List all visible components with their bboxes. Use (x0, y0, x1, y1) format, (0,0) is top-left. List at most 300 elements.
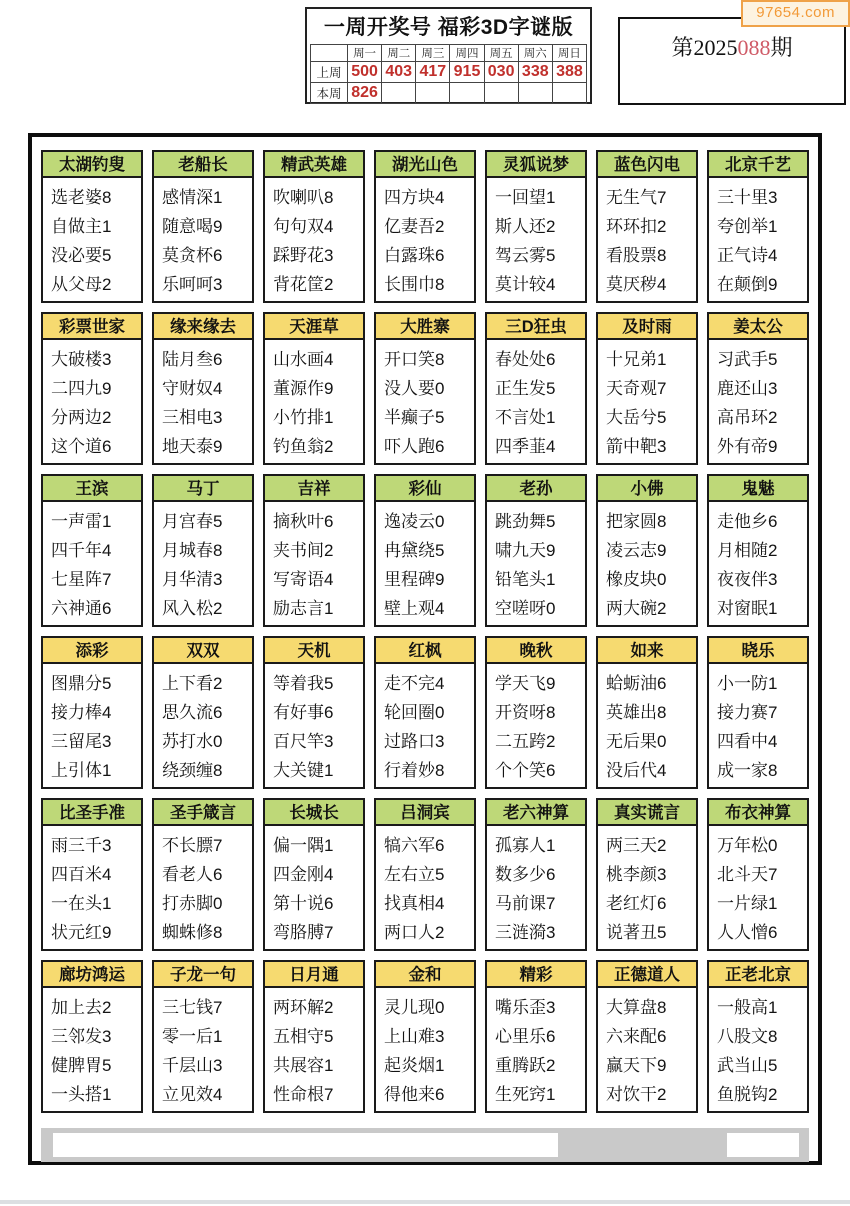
riddle-line: 陆月叁6 (162, 350, 223, 369)
riddle-line: 三留尾3 (51, 732, 112, 751)
riddle-card-body (265, 664, 363, 785)
riddle-card (707, 474, 809, 627)
riddle-line: 走他乡6 (717, 512, 778, 531)
riddle-card-body (43, 826, 141, 947)
riddle-card-body (709, 502, 807, 623)
riddle-line: 二五跨2 (495, 732, 556, 751)
riddle-card-body (709, 664, 807, 785)
riddle-line: 百尺竿3 (273, 732, 334, 751)
riddle-line: 上引体1 (51, 761, 112, 780)
riddle-line: 轮回圈0 (384, 703, 445, 722)
riddle-line: 加上去2 (51, 998, 112, 1017)
riddle-card-body (265, 988, 363, 1109)
riddle-line: 四千年4 (51, 541, 112, 560)
riddle-line: 开资呀8 (495, 703, 556, 722)
riddle-card-title: 廊坊鸿运 (43, 962, 141, 988)
riddle-card-title: 王滨 (43, 476, 141, 502)
riddle-line: 立见效4 (162, 1085, 223, 1104)
riddle-line: 习武手5 (717, 350, 778, 369)
riddle-card (485, 312, 587, 465)
riddle-line: 对饮干2 (606, 1085, 667, 1104)
riddle-card-title: 比圣手准 (43, 800, 141, 826)
riddle-card-title: 红枫 (376, 638, 474, 664)
riddle-line: 雨三千3 (51, 836, 112, 855)
riddle-card-title: 彩仙 (376, 476, 474, 502)
riddle-line: 鹿还山3 (717, 379, 778, 398)
riddle-card-body (487, 340, 585, 461)
riddle-card-body (43, 664, 141, 785)
riddle-card (707, 150, 809, 303)
last-week-number: 388 (552, 62, 586, 83)
riddle-line: 一般高1 (717, 998, 778, 1017)
riddle-card-body (265, 826, 363, 947)
riddle-card (374, 960, 476, 1113)
riddle-line: 山水画4 (273, 350, 334, 369)
riddle-line: 铅笔头1 (495, 570, 556, 589)
riddle-line: 说著丑5 (606, 923, 667, 942)
riddle-line: 健脾胃5 (51, 1056, 112, 1075)
riddle-line: 赢天下9 (606, 1056, 667, 1075)
riddle-line: 分两边2 (51, 408, 112, 427)
riddle-grid (28, 133, 822, 1165)
riddle-card (707, 960, 809, 1113)
riddle-line: 四季韮4 (495, 437, 556, 456)
riddle-line: 北斗天7 (717, 865, 778, 884)
riddle-line: 从父母2 (51, 275, 112, 294)
riddle-line: 找真相4 (384, 894, 445, 913)
riddle-line: 看老人6 (162, 865, 223, 884)
riddle-line: 老红灯6 (606, 894, 667, 913)
riddle-card (41, 312, 143, 465)
riddle-line: 大破楼3 (51, 350, 112, 369)
riddle-line: 感情深1 (162, 188, 223, 207)
riddle-card-body (43, 502, 141, 623)
card-rows (41, 150, 809, 1113)
riddle-card-title: 布衣神算 (709, 800, 807, 826)
riddle-line: 三邻发3 (51, 1027, 112, 1046)
riddle-card-title: 老船长 (154, 152, 252, 178)
riddle-line: 壁上观4 (384, 599, 445, 618)
this-week-number (518, 83, 552, 104)
riddle-line: 千层山3 (162, 1056, 223, 1075)
riddle-card (41, 474, 143, 627)
riddle-card-body (487, 502, 585, 623)
riddle-line: 莫贪杯6 (162, 246, 223, 265)
riddle-card (263, 636, 365, 789)
riddle-card (41, 636, 143, 789)
footer-box[interactable] (727, 1133, 799, 1157)
riddle-line: 得他来6 (384, 1085, 445, 1104)
riddle-line: 看股票8 (606, 246, 667, 265)
riddle-card-title: 吕洞宾 (376, 800, 474, 826)
riddle-card-title: 精武英雄 (265, 152, 363, 178)
riddle-card (707, 636, 809, 789)
riddle-card (707, 798, 809, 951)
riddle-line: 重腾跃2 (495, 1056, 556, 1075)
riddle-line: 一回望1 (495, 188, 556, 207)
riddle-line: 三涟漪3 (495, 923, 556, 942)
riddle-line: 空嗟呀0 (495, 599, 556, 618)
riddle-card-title: 添彩 (43, 638, 141, 664)
riddle-card (152, 636, 254, 789)
footer-input[interactable] (53, 1133, 558, 1157)
riddle-line: 六神通6 (51, 599, 112, 618)
riddle-card-title: 蓝色闪电 (598, 152, 696, 178)
riddle-card-title: 正德道人 (598, 962, 696, 988)
riddle-line: 莫计较4 (495, 275, 556, 294)
riddle-card-body (709, 340, 807, 461)
riddle-line: 走不完4 (384, 674, 445, 693)
riddle-card-title: 金和 (376, 962, 474, 988)
riddle-line: 行着妙8 (384, 761, 445, 780)
riddle-line: 孤寡人1 (495, 836, 556, 855)
riddle-card-body (709, 988, 807, 1109)
riddle-line: 弯胳膊7 (273, 923, 334, 942)
riddle-line: 人人憎6 (717, 923, 778, 942)
riddle-line: 守财奴4 (162, 379, 223, 398)
riddle-card (707, 312, 809, 465)
last-week-label: 上周 (311, 62, 348, 83)
riddle-card-body (376, 502, 474, 623)
riddle-card (41, 150, 143, 303)
riddle-line: 苏打水0 (162, 732, 223, 751)
weekday-cell: 周一 (348, 45, 382, 62)
riddle-line: 四看中4 (717, 732, 778, 751)
footer-strip (41, 1128, 809, 1162)
panel-title: 一周开奖号 福彩3D字谜版 (323, 16, 574, 39)
last-week-number: 403 (382, 62, 416, 83)
riddle-card-title: 精彩 (487, 962, 585, 988)
riddle-line: 高吊环2 (717, 408, 778, 427)
riddle-line: 共展容1 (273, 1056, 334, 1075)
riddle-line: 摘秋叶6 (273, 512, 334, 531)
riddle-card (596, 150, 698, 303)
riddle-card-title: 长城长 (265, 800, 363, 826)
riddle-card-title: 真实谎言 (598, 800, 696, 826)
riddle-line: 励志言1 (273, 599, 334, 618)
riddle-card-title: 天涯草 (265, 314, 363, 340)
riddle-line: 啸九天9 (495, 541, 556, 560)
riddle-line: 桃李颜3 (606, 865, 667, 884)
riddle-card-body (265, 502, 363, 623)
riddle-line: 逸凌云0 (384, 512, 445, 531)
riddle-card (596, 636, 698, 789)
riddle-card (596, 474, 698, 627)
this-week-number (484, 83, 518, 104)
riddle-line: 无生气7 (606, 188, 667, 207)
riddle-line: 有好事6 (273, 703, 334, 722)
weekday-header-row (311, 45, 587, 62)
riddle-line: 无后果0 (606, 732, 667, 751)
riddle-card-body (43, 178, 141, 299)
riddle-line: 莫厌秽4 (606, 275, 667, 294)
riddle-card (263, 798, 365, 951)
weekday-cell: 周三 (416, 45, 450, 62)
riddle-card-body (598, 826, 696, 947)
riddle-card-title: 缘来缘去 (154, 314, 252, 340)
riddle-line: 把家圆8 (606, 512, 667, 531)
riddle-line: 没人要0 (384, 379, 445, 398)
this-week-row (311, 83, 587, 104)
riddle-card-title: 灵狐说梦 (487, 152, 585, 178)
riddle-line: 月宫春5 (162, 512, 223, 531)
riddle-line: 性命根7 (273, 1085, 334, 1104)
riddle-card-title: 大胜寨 (376, 314, 474, 340)
riddle-line: 五相守5 (273, 1027, 334, 1046)
riddle-line: 两口人2 (384, 923, 445, 942)
this-week-number (382, 83, 416, 104)
riddle-line: 夜夜伴3 (717, 570, 778, 589)
this-week-number (416, 83, 450, 104)
riddle-card-title: 三D狂虫 (487, 314, 585, 340)
riddle-line: 四方块4 (384, 188, 445, 207)
riddle-line: 环环扣2 (606, 217, 667, 236)
riddle-line: 心里乐6 (495, 1027, 556, 1046)
riddle-card-title: 吉祥 (265, 476, 363, 502)
riddle-card-body (376, 664, 474, 785)
riddle-card-title: 马丁 (154, 476, 252, 502)
riddle-line: 箭中靶3 (606, 437, 667, 456)
riddle-line: 选老婆8 (51, 188, 112, 207)
riddle-card-body (376, 826, 474, 947)
card-row (41, 150, 809, 303)
riddle-line: 月华清3 (162, 570, 223, 589)
riddle-line: 八股文8 (717, 1027, 778, 1046)
last-week-number: 915 (450, 62, 484, 83)
riddle-card-body (598, 340, 696, 461)
riddle-line: 万年松0 (717, 836, 778, 855)
riddle-card-body (598, 502, 696, 623)
riddle-line: 正生发5 (495, 379, 556, 398)
riddle-line: 蛤蛎油6 (606, 674, 667, 693)
riddle-card-title: 小佛 (598, 476, 696, 502)
riddle-line: 等着我5 (273, 674, 334, 693)
riddle-line: 小一防1 (717, 674, 778, 693)
riddle-card (485, 798, 587, 951)
last-week-row (311, 62, 587, 83)
riddle-line: 大算盘8 (606, 998, 667, 1017)
weekly-numbers-table (310, 44, 587, 104)
riddle-card (152, 474, 254, 627)
riddle-card (263, 474, 365, 627)
riddle-line: 个个笑6 (495, 761, 556, 780)
last-week-number: 417 (416, 62, 450, 83)
riddle-line: 四百米4 (51, 865, 112, 884)
riddle-card (263, 150, 365, 303)
riddle-line: 这个道6 (51, 437, 112, 456)
this-week-number (450, 83, 484, 104)
riddle-line: 不言处1 (495, 408, 556, 427)
riddle-card-title: 天机 (265, 638, 363, 664)
riddle-card-body (43, 988, 141, 1109)
last-week-number: 500 (348, 62, 382, 83)
riddle-line: 在颠倒9 (717, 275, 778, 294)
riddle-line: 十兄弟1 (606, 350, 667, 369)
riddle-line: 左右立5 (384, 865, 445, 884)
riddle-line: 驾云雾5 (495, 246, 556, 265)
riddle-card-title: 如来 (598, 638, 696, 664)
riddle-card-body (376, 178, 474, 299)
riddle-line: 没必要5 (51, 246, 112, 265)
riddle-card-body (154, 664, 252, 785)
riddle-card (374, 636, 476, 789)
riddle-card (485, 636, 587, 789)
riddle-card (596, 312, 698, 465)
riddle-line: 长围巾8 (384, 275, 445, 294)
riddle-line: 接力赛7 (717, 703, 778, 722)
riddle-line: 三相电3 (162, 408, 223, 427)
riddle-line: 开口笑8 (384, 350, 445, 369)
riddle-card (374, 312, 476, 465)
riddle-line: 外有帝9 (717, 437, 778, 456)
this-week-number (552, 83, 586, 104)
riddle-card-body (43, 340, 141, 461)
riddle-card-body (487, 988, 585, 1109)
riddle-line: 随意喝9 (162, 217, 223, 236)
riddle-line: 两大碗2 (606, 599, 667, 618)
riddle-card (263, 312, 365, 465)
riddle-line: 英雄出8 (606, 703, 667, 722)
riddle-card-body (487, 178, 585, 299)
riddle-line: 灵儿现0 (384, 998, 445, 1017)
riddle-line: 三十里3 (717, 188, 778, 207)
riddle-card (152, 798, 254, 951)
riddle-card-title: 太湖钓叟 (43, 152, 141, 178)
page-bottom-divider (0, 1200, 850, 1204)
riddle-line: 第十说6 (273, 894, 334, 913)
riddle-line: 三七钱7 (162, 998, 223, 1017)
riddle-line: 小竹排1 (273, 408, 334, 427)
riddle-card-body (154, 502, 252, 623)
riddle-card (41, 798, 143, 951)
riddle-line: 嘴乐歪3 (495, 998, 556, 1017)
riddle-line: 春处处6 (495, 350, 556, 369)
riddle-line: 生死窍1 (495, 1085, 556, 1104)
watermark-link[interactable]: 97654.com (741, 0, 850, 27)
weekday-cell: 周五 (484, 45, 518, 62)
riddle-card (152, 150, 254, 303)
riddle-line: 吹喇叭8 (273, 188, 334, 207)
riddle-line: 半癫子5 (384, 408, 445, 427)
riddle-line: 偏一隅1 (273, 836, 334, 855)
riddle-card (374, 474, 476, 627)
riddle-line: 没后代4 (606, 761, 667, 780)
riddle-line: 图鼎分5 (51, 674, 112, 693)
weekly-draw-panel (305, 7, 592, 104)
riddle-card (374, 150, 476, 303)
this-week-number: 826 (348, 83, 382, 104)
riddle-card-body (265, 340, 363, 461)
riddle-line: 白露珠6 (384, 246, 445, 265)
riddle-line: 地天泰9 (162, 437, 223, 456)
card-row (41, 474, 809, 627)
riddle-card (263, 960, 365, 1113)
riddle-card-title: 老六神算 (487, 800, 585, 826)
riddle-line: 自做主1 (51, 217, 112, 236)
riddle-card-title: 北京千艺 (709, 152, 807, 178)
riddle-line: 写寄语4 (273, 570, 334, 589)
riddle-card-title: 晓乐 (709, 638, 807, 664)
riddle-line: 思久流6 (162, 703, 223, 722)
riddle-card-title: 日月通 (265, 962, 363, 988)
riddle-line: 钓鱼翁2 (273, 437, 334, 456)
riddle-line: 斯人还2 (495, 217, 556, 236)
riddle-card-body (154, 340, 252, 461)
riddle-card-title: 晚秋 (487, 638, 585, 664)
riddle-card-title: 圣手箴言 (154, 800, 252, 826)
riddle-line: 大关键1 (273, 761, 334, 780)
riddle-line: 大岳兮5 (606, 408, 667, 427)
riddle-line: 一声雷1 (51, 512, 112, 531)
riddle-line: 董源作9 (273, 379, 334, 398)
riddle-card-title: 鬼魅 (709, 476, 807, 502)
riddle-card-body (154, 178, 252, 299)
riddle-line: 里程碑9 (384, 570, 445, 589)
card-row (41, 636, 809, 789)
riddle-line: 一在头1 (51, 894, 112, 913)
riddle-card-title: 子龙一句 (154, 962, 252, 988)
riddle-card-body (376, 340, 474, 461)
corner-cell (311, 45, 348, 62)
riddle-line: 成一家8 (717, 761, 778, 780)
card-row (41, 798, 809, 951)
last-week-number: 338 (518, 62, 552, 83)
riddle-line: 起炎烟1 (384, 1056, 445, 1075)
riddle-line: 四金刚4 (273, 865, 334, 884)
riddle-line: 蜘蛛修8 (162, 923, 223, 942)
riddle-card-body (376, 988, 474, 1109)
weekday-cell: 周日 (552, 45, 586, 62)
riddle-line: 正气诗4 (717, 246, 778, 265)
riddle-line: 过路口3 (384, 732, 445, 751)
riddle-card-body (154, 988, 252, 1109)
riddle-line: 状元红9 (51, 923, 112, 942)
riddle-card (485, 474, 587, 627)
riddle-card-body (265, 178, 363, 299)
riddle-line: 学天飞9 (495, 674, 556, 693)
riddle-line: 夹书间2 (273, 541, 334, 560)
riddle-line: 对窗眠1 (717, 599, 778, 618)
riddle-card-title: 老孙 (487, 476, 585, 502)
weekday-cell: 周二 (382, 45, 416, 62)
card-row (41, 960, 809, 1113)
weekday-cell: 周六 (518, 45, 552, 62)
riddle-line: 七星阵7 (51, 570, 112, 589)
riddle-line: 橡皮块0 (606, 570, 667, 589)
riddle-card (374, 798, 476, 951)
riddle-card-body (487, 826, 585, 947)
riddle-line: 一头搭1 (51, 1085, 112, 1104)
riddle-card-body (598, 664, 696, 785)
riddle-card (596, 960, 698, 1113)
riddle-card-title: 湖光山色 (376, 152, 474, 178)
riddle-line: 跳劲舞5 (495, 512, 556, 531)
riddle-card-title: 双双 (154, 638, 252, 664)
riddle-card (152, 312, 254, 465)
riddle-line: 接力棒4 (51, 703, 112, 722)
this-week-label: 本周 (311, 83, 348, 104)
riddle-line: 武当山5 (717, 1056, 778, 1075)
riddle-line: 两三天2 (606, 836, 667, 855)
riddle-card (485, 150, 587, 303)
issue-text: 第2025088期 (671, 35, 793, 60)
riddle-line: 风入松2 (162, 599, 223, 618)
riddle-card (596, 798, 698, 951)
last-week-number: 030 (484, 62, 518, 83)
riddle-card-body (487, 664, 585, 785)
riddle-card-title: 彩票世家 (43, 314, 141, 340)
riddle-card-title: 及时雨 (598, 314, 696, 340)
